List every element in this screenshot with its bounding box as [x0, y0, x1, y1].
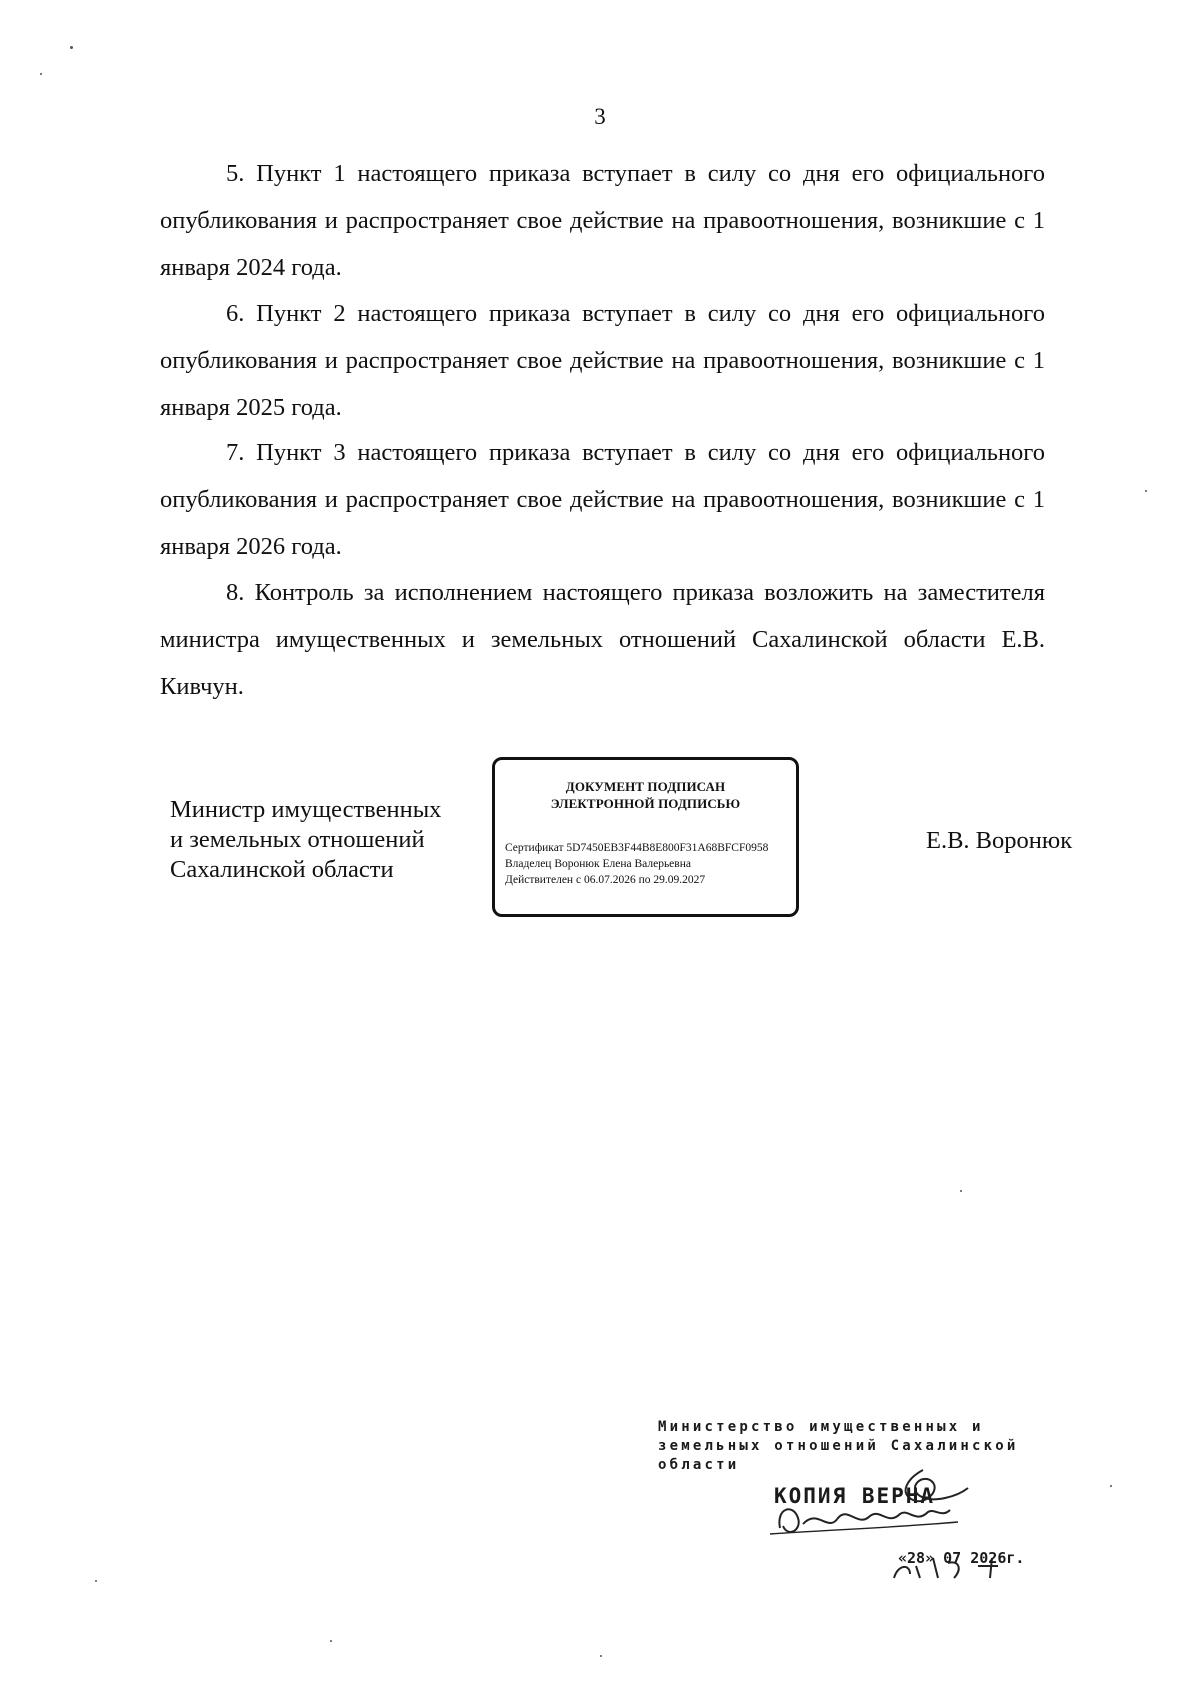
esign-heading-line: ЭЛЕКТРОННОЙ ПОДПИСЬЮ	[550, 796, 741, 811]
stamp-org-line: области	[658, 1457, 740, 1473]
minister-title-line: и земельных отношений	[170, 826, 425, 853]
esign-details	[505, 840, 796, 888]
esign-certificate: Сертификат 5D7450EB3F44B8E800F31A68BFCF0958	[505, 842, 769, 854]
esign-validity: Действителен с 06.07.2026 по 29.09.2027	[505, 874, 706, 886]
minister-title-line: Министр имущественных	[170, 796, 442, 823]
esign-heading	[495, 778, 796, 812]
copy-verified-label: КОПИЯ ВЕРНА	[774, 1484, 936, 1508]
paragraph-5: 5. Пункт 1 настоящего приказа вступает в силу со дня его официального опубликования и распространяет свое действие на правоотношения, возникшие с 1 января 2024 года.	[160, 160, 1045, 281]
stamp-org-line: земельных отношений Сахалинской	[658, 1438, 1019, 1454]
page-number: 3	[594, 104, 606, 129]
paragraph-7: 7. Пункт 3 настоящего приказа вступает в силу со дня его официального опубликования и распространяет свое действие на правоотношения, возникшие с 1 января 2026 года.	[160, 439, 1045, 560]
copy-certification-stamp	[658, 1418, 1028, 1567]
copy-date: «28» 07 2026г.	[898, 1549, 1025, 1567]
minister-title	[170, 795, 441, 885]
esign-owner: Владелец Воронюк Елена Валерьевна	[505, 858, 691, 870]
electronic-signature-stamp	[492, 757, 799, 917]
paragraph-8: 8. Контроль за исполнением настоящего приказа возложить на заместителя министра имущественных и земельных отношений Сахалинской области Е.В. Кивчун.	[160, 579, 1045, 700]
esign-heading-line: ДОКУМЕНТ ПОДПИСАН	[565, 779, 726, 794]
paragraph-6: 6. Пункт 2 настоящего приказа вступает в силу со дня его официального опубликования и распространяет свое действие на правоотношения, возникшие с 1 января 2025 года.	[160, 300, 1045, 421]
minister-title-line: Сахалинской области	[170, 856, 394, 883]
signer-name: Е.В. Воронюк	[926, 827, 1073, 854]
stamp-org-line: Министерство имущественных и	[658, 1419, 984, 1435]
